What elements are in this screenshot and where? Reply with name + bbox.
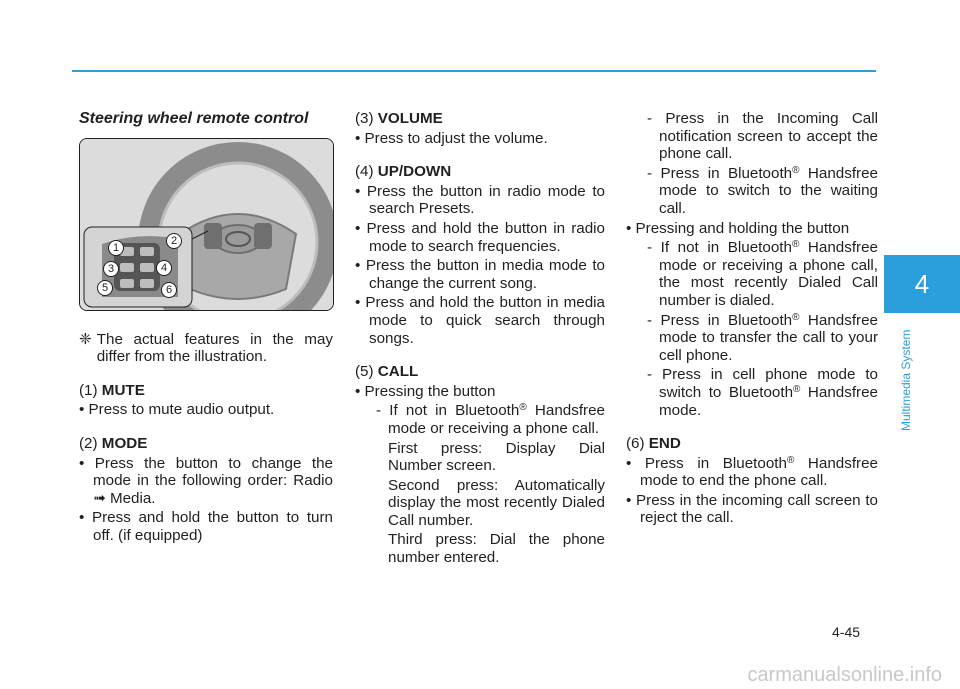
steering-wheel-drawing <box>80 139 333 310</box>
callout-1: 1 <box>108 240 124 256</box>
list-item: • Pressing the button <box>355 382 496 400</box>
call-paragraph: Third press: Dial the phone number entered. <box>388 531 605 567</box>
sub-item: - Press in the Incoming Call notification screen to accept the phone call. <box>647 110 878 163</box>
page-number: 4-45 <box>832 624 861 640</box>
list-item: • Press and hold the button to turn off. (if equipped) <box>79 509 333 544</box>
heading-mute <box>79 382 333 400</box>
top-rule <box>72 70 876 72</box>
callout-4: 4 <box>156 260 172 276</box>
column-left <box>79 110 333 547</box>
heading-end <box>626 435 878 453</box>
callout-2: 2 <box>166 233 182 249</box>
note-mark: ❈ <box>79 330 92 348</box>
note-text: The actual features in the may differ from the illustration. <box>96 330 333 366</box>
callout-3: 3 <box>103 261 119 277</box>
section-title: Steering wheel remote control <box>79 110 309 127</box>
heading-name: CALL <box>377 363 419 381</box>
heading-mode <box>79 435 333 453</box>
list-item: • Press in Bluetooth® Handsfree mode to end the phone call. <box>626 454 879 490</box>
steering-wheel-illustration <box>79 138 334 311</box>
list-item: • Press the button to change the mode in the following order: Radio ➟ Media. <box>79 454 333 507</box>
heading-updown <box>355 163 605 181</box>
watermark: carmanualsonline.info <box>747 664 942 686</box>
heading-number: (1) <box>79 381 98 399</box>
list-item: • Press to mute audio output. <box>79 401 275 419</box>
call-paragraph: First press: Display Dial Number screen. <box>388 439 605 475</box>
heading-name: MUTE <box>101 381 145 399</box>
heading-number: (6) <box>626 435 645 453</box>
list-item: • Press the button in media mode to change the current song. <box>355 257 605 292</box>
heading-volume <box>355 110 605 128</box>
heading-number: (3) <box>355 110 374 127</box>
list-item: • Press the button in radio mode to search Presets. <box>355 182 605 218</box>
sub-item: - If not in Bluetooth® Handsfree mode or receiving a phone call, the most recently Dialed Call number is dialed. <box>647 239 878 309</box>
heading-name: END <box>648 435 681 453</box>
column-middle <box>355 110 605 569</box>
list-item: • Press in the incoming call screen to reject the call. <box>626 491 878 527</box>
heading-call <box>355 363 605 381</box>
list-item: • Press and hold the button in radio mode to search frequencies. <box>355 219 605 255</box>
list-item: • Press and hold the button in media mode to quick search through songs. <box>355 294 605 347</box>
heading-number: (4) <box>355 163 374 181</box>
sub-item: - Press in Bluetooth® Handsfree mode to switch to the waiting call. <box>647 164 878 217</box>
chapter-label: Multimedia System <box>899 329 913 431</box>
heading-name: VOLUME <box>377 110 443 127</box>
list-item: • Pressing and holding the button <box>626 219 850 237</box>
illustration-note <box>79 331 333 366</box>
heading-name: MODE <box>101 434 148 452</box>
heading-number: (5) <box>355 363 374 381</box>
callout-5: 5 <box>97 280 113 296</box>
heading-number: (2) <box>79 434 98 452</box>
callout-6: 6 <box>161 282 177 298</box>
column-right <box>626 110 878 529</box>
sub-item: - Press in Bluetooth® Handsfree mode to transfer the call to your cell phone. <box>647 311 878 364</box>
list-item: • Press to adjust the volume. <box>355 129 548 147</box>
heading-name: UP/DOWN <box>377 163 452 181</box>
chapter-tab: 4 <box>884 255 960 313</box>
call-paragraph: Second press: Automatically display the most recently Dialed Call number. <box>388 476 605 529</box>
sub-item: - If not in Bluetooth® Handsfree mode or receiving a phone call. <box>376 402 605 437</box>
sub-item: - Press in cell phone mode to switch to Bluetooth® Handsfree mode. <box>647 366 878 419</box>
